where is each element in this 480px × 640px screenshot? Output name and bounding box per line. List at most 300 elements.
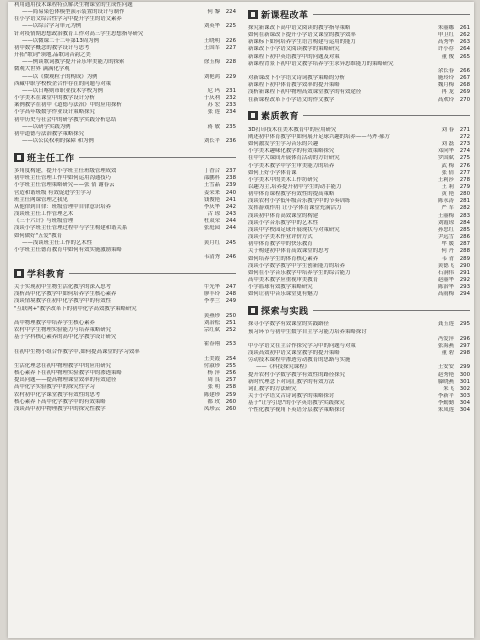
contents-entry [14, 88, 236, 95]
entry-author: 丁香合 [203, 168, 220, 175]
entry-author: 尹远雪 [437, 234, 454, 241]
entry-author: 王国军 [203, 44, 220, 51]
contents-entry [248, 177, 470, 184]
entry-page: 263 [459, 39, 470, 46]
entry-author: 刘 磊 [441, 141, 454, 148]
entry-page: 258 [225, 384, 236, 391]
contents-entry [248, 256, 470, 263]
entry-author: 黄德飞 [437, 262, 454, 269]
entry-title: 预习环节与初中生数学自主学习能力培养策略探讨 [248, 328, 367, 335]
entry-title: 如何让初中音乐课堂更有魅力 [248, 291, 319, 298]
contents-entry [248, 277, 470, 284]
entry-author: 孙忠红 [437, 226, 454, 233]
entry-page: 238 [225, 175, 236, 182]
entry-page: 254 [225, 355, 236, 362]
section-heading [248, 303, 470, 317]
entry-author: 王美霞 [203, 355, 220, 362]
entry-author: 李孝兰 [203, 298, 220, 305]
entry-page: 247 [225, 284, 236, 291]
left-column [14, 2, 236, 413]
contents-entry [14, 102, 236, 109]
entry-author: 赵丽华 [437, 277, 454, 283]
entry-author: 杨 萍 [207, 370, 220, 377]
entry-author: 杜双荣 [203, 218, 220, 225]
entry-title: "互联网+"教学改革下的初中化学高效教学策略研究 [14, 305, 137, 312]
entry-page: 291 [459, 269, 470, 276]
contents-entry [248, 155, 470, 162]
entry-title: 新课程背景下初中语文教学培养学生求异思维能力的策略研究 [248, 60, 394, 67]
entry-page: 297 [459, 342, 470, 349]
entry-title: 在新课程改革下小学语文的作文教学 [248, 96, 335, 103]
contents-entry [248, 205, 470, 212]
entry-page: 275 [459, 155, 470, 162]
entry-author: 申卫红 [437, 32, 454, 39]
entry-author: 陈永涛 [437, 198, 454, 205]
entry-title: 关于小学语文古诗词教学的策略探讨 [248, 393, 335, 400]
entry-author: 董 碧 [441, 350, 454, 357]
entry-page: 294 [459, 291, 470, 298]
entry-page: 237 [225, 168, 236, 175]
entry-title: 对新课改下小学语文诗词教学策略的分析 [248, 75, 346, 82]
contents-entry [14, 168, 236, 175]
section-marker-icon [248, 306, 258, 315]
entry-title: 基于学科核心素养的高中化学教学设计研究 [14, 334, 117, 341]
entry-page: 255 [225, 362, 236, 369]
entry-page: 227 [225, 44, 236, 51]
entry-title: 浅谈高效初中语文课堂教学的提升策略 [248, 350, 340, 357]
entry-title: 初中历史与社会中的研学教学实践分析总结 [14, 116, 117, 123]
contents-entry [14, 406, 236, 413]
contents-entry [248, 54, 470, 61]
entry-page: 290 [459, 262, 470, 269]
contents-entry [248, 39, 470, 46]
entry-author: 霍春翔 [203, 341, 220, 348]
entry-page: 248 [225, 291, 236, 298]
entry-title: 浅析高中化学教学中如何培养学生核心素养 [14, 291, 117, 298]
entry-author: 王安安 [437, 364, 454, 371]
contents-entry [248, 32, 470, 39]
contents-entry [248, 407, 470, 414]
section-title: 新课程改革 [261, 10, 309, 21]
contents-entry [14, 240, 236, 247]
contents-entry [248, 68, 470, 75]
entry-page: 277 [459, 169, 470, 176]
contents-entry [248, 163, 470, 170]
entry-author: 高秀华 [437, 39, 454, 46]
entry-page: 235 [225, 123, 236, 130]
entry-author: 何 黎 [207, 9, 220, 16]
entry-page: 267 [459, 75, 470, 82]
contents-entry [14, 52, 236, 59]
entry-page: 241 [225, 196, 236, 203]
entry-page: 278 [459, 176, 470, 183]
entry-title: 探寻小学数学有效课堂的实践路径 [248, 321, 329, 328]
entry-author: 李新平 [437, 393, 454, 400]
contents-entry [14, 313, 236, 320]
entry-author: 古 琼 [207, 211, 220, 218]
entry-title: 提升农村小学数学教学有效性的路径探究 [248, 371, 346, 378]
entry-author: 张 莲 [207, 109, 220, 116]
contents-entry [248, 61, 470, 68]
entry-title: 初中班主任管理工作中如何运用沟通技巧 [14, 175, 112, 182]
contents-entry [248, 284, 470, 291]
entry-page: 266 [459, 67, 470, 74]
entry-title: 初中体育教学中的快乐教育 [248, 241, 313, 248]
section-rule [303, 115, 470, 116]
contents-entry [248, 379, 470, 386]
entry-author: 韦清秀 [203, 254, 220, 260]
contents-entry [14, 363, 236, 370]
contents-entry [248, 400, 470, 407]
entry-author: 尼 玛 [207, 87, 220, 94]
entry-page: 240 [225, 189, 236, 196]
contents-entry [248, 134, 470, 141]
contents-entry [14, 349, 236, 356]
entry-page: 286 [459, 234, 470, 241]
contents-entry [14, 334, 236, 341]
entry-author: 魏月梅 [437, 82, 454, 89]
contents-entry [14, 197, 236, 204]
section-rule [69, 273, 236, 274]
entry-author: 黄燕珍 [203, 312, 220, 319]
contents-entry [248, 82, 470, 89]
contents-entry [14, 23, 236, 30]
entry-title: 西藏中职学校校企合作存在的问题与对策 [14, 80, 112, 87]
contents-entry [248, 321, 470, 328]
entry-title: 初中道德与法治教学策略探究 [14, 130, 85, 137]
entry-author: 周 良 [207, 377, 220, 384]
entry-author: 廖丰玲 [203, 291, 220, 298]
entry-author: 苏 宏 [207, 102, 220, 109]
entry-author: 何 丹 [441, 248, 454, 255]
entry-title: ——以研学实践为例 [22, 123, 71, 130]
entry-title: 开拓"歌词"领地,品歌词音韵之美 [14, 52, 91, 59]
entry-title: 浅谈高中初中物理教学中的探究性教学 [14, 405, 106, 412]
entry-author: 刘艳鸿 [203, 73, 220, 80]
entry-page: 257 [225, 377, 236, 384]
section-rule [313, 14, 470, 15]
entry-page: 299 [459, 364, 470, 371]
contents-entry [248, 263, 470, 270]
entry-author: 王晓明 [203, 37, 220, 44]
entry-title: 浅谈中学校园足球开展现状与对策研究 [248, 226, 340, 233]
entry-page: 249 [225, 298, 236, 305]
entry-title: 新课程下初中英语教学中的问题及对策 [248, 53, 340, 60]
entry-title: 浅谈小学美术作业评价方式 [248, 234, 313, 241]
section-title: 素质教育 [261, 112, 300, 123]
entry-title: ——例谈歌词教学提升音乐审美能力的探索 [22, 59, 125, 66]
entry-page: 280 [459, 191, 470, 198]
entry-title: 如何激发学生学习音乐的兴趣 [248, 141, 319, 148]
entry-title: 3D打印技术在美术教育中的应用研究 [248, 126, 337, 133]
contents-entry [248, 241, 470, 248]
entry-page: 245 [225, 239, 236, 246]
contents-entry [248, 127, 470, 134]
contents-entry [248, 184, 470, 191]
entry-page: 243 [225, 211, 236, 218]
entry-title: ——以《微观粒子的构成》为例 [22, 73, 98, 80]
entry-author: 邵鹏科 [203, 175, 220, 182]
entry-author: 邓向华 [437, 148, 454, 155]
entry-page: 273 [459, 141, 470, 148]
entry-title: 如何做好"五爱"教育 [14, 232, 63, 239]
entry-page: 234 [225, 109, 236, 116]
contents-entry [248, 350, 470, 357]
entry-title: 浅谈农村小学低年级音乐教学中的节奏训练 [248, 198, 351, 205]
entry-page: 301 [459, 378, 470, 385]
entry-author: 张 倩 [441, 169, 454, 176]
entry-title: 中小学语文在主合作探究学习中的问题与对策 [248, 342, 356, 349]
right-column [248, 2, 470, 415]
contents-entry [14, 284, 236, 291]
entry-page: 259 [225, 391, 236, 398]
entry-page: 232 [225, 95, 236, 102]
contents-entry [14, 81, 236, 88]
contents-entry [14, 38, 236, 45]
entry-author: 赵秀艳 [437, 371, 454, 378]
entry-page: 264 [459, 46, 470, 53]
contents-entry [248, 336, 470, 343]
contents-entry [14, 384, 236, 391]
entry-page: 260 [225, 405, 236, 412]
entry-author: 陈建珍 [203, 391, 220, 398]
section-marker-icon [14, 153, 24, 162]
contents-entry [14, 16, 236, 23]
entry-author: 冯爱萍 [437, 335, 454, 342]
entry-page: 288 [459, 248, 470, 255]
contents-entry [14, 182, 236, 189]
entry-page: 276 [459, 162, 470, 169]
entry-author: 董 俊 [441, 53, 454, 60]
entry-author: 刘冶松 [203, 319, 220, 326]
contents-entry [14, 31, 236, 38]
entry-title: 以趣为主,培养提升初中学生的动手能力 [248, 183, 342, 190]
contents-entry [14, 370, 236, 377]
contents-entry [14, 9, 236, 16]
contents-entry [248, 386, 470, 393]
contents-entry [14, 327, 236, 334]
section-marker-icon [14, 269, 24, 278]
contents-entry [248, 213, 470, 220]
entry-author: 余长春 [437, 67, 454, 74]
entry-title: 小学班主任管理策略研究——张 倩 谢春云 [14, 182, 115, 189]
entry-title: 浅谈初中体育高效课堂的构建 [248, 212, 319, 219]
entry-title: 利用通用技术课程特点解决生物课堂的生成性问题 [14, 2, 133, 8]
entry-author: 罗国斌 [437, 155, 454, 162]
contents-entry [14, 211, 236, 218]
section-rule [313, 310, 470, 311]
entry-title: 如何培养学生的体育核心素养 [248, 255, 319, 262]
section-marker-icon [248, 111, 258, 120]
entry-author: 蒋 敏 [207, 123, 220, 130]
contents-entry [248, 191, 470, 198]
contents-entry [248, 364, 470, 371]
journal-contents-page [8, 2, 474, 638]
contents-entry [14, 399, 236, 406]
entry-title: 农村初中化学课堂教学有效性的思考 [14, 391, 101, 398]
entry-page: 298 [459, 350, 470, 357]
entry-author: 朱飞 [443, 385, 454, 392]
contents-entry [14, 175, 236, 182]
entry-author: 韦 青 [441, 255, 454, 262]
contents-entry [248, 270, 470, 277]
entry-page: 285 [459, 226, 470, 233]
entry-page: 289 [459, 255, 470, 262]
entry-title: 新时代理念下对词汇教学的有效方法 [248, 378, 335, 385]
entry-title: 小学班主任德育教育中如何有效实施激励策略 [14, 246, 122, 253]
entry-title: 营造和谐班级 有效促进学生学习 [14, 189, 92, 196]
entry-title: 浅谈小学班主任管理过程中与学生构建和谐关系 [14, 225, 128, 232]
entry-page: 242 [225, 203, 236, 210]
entry-page: 226 [225, 37, 236, 44]
section-heading [14, 150, 236, 164]
entry-title: 从他律到自律：班级管理中自律意识培养 [14, 203, 112, 210]
entry-title: 如何在小学音乐教学中培养学生的综合能力 [248, 269, 351, 276]
entry-title: 农村中学生物理实验能力与培养策略研究 [14, 327, 112, 334]
contents-entry [248, 372, 470, 379]
contents-entry [14, 218, 236, 225]
contents-entry [248, 291, 470, 298]
entry-title: 《三十六计》与班级管理 [14, 218, 74, 225]
entry-page: 231 [225, 87, 236, 94]
contents-entry [248, 89, 470, 96]
entry-title: ——以公民权利的保障 和为例 [22, 137, 94, 144]
entry-title: 高中化学实验教学中的探究性学习 [14, 384, 95, 391]
entry-author: 陈治华 [437, 284, 454, 291]
entry-author: 于庆利 [203, 95, 220, 102]
contents-entry [14, 138, 236, 145]
entry-title: 浅谈情境教学在初中化学教学中的有效性 [14, 298, 112, 305]
contents-entry [14, 66, 236, 73]
entry-page: 246 [225, 254, 236, 260]
entry-author: 朱凤莲 [437, 407, 454, 414]
entry-title: 初中数学概念的教学设计与思考 [14, 44, 90, 51]
entry-title: 在初中生物小组合作教学中,如何提高课堂的学习效率 [14, 348, 140, 355]
entry-title: 高中美术教学应重视审美教育 [248, 277, 319, 283]
contents-entry [248, 97, 470, 104]
entry-page: 295 [459, 321, 470, 328]
entry-title: 关于实现初中生物生活化教学的深入思考 [14, 284, 112, 291]
contents-entry [248, 198, 470, 205]
contents-entry [14, 377, 236, 384]
contents-entry [248, 343, 470, 350]
entry-title: ——以日喀则市职业技术学校为例 [22, 87, 103, 94]
entry-title: 发挥游戏作用 让小学体育课堂充满活力 [248, 205, 342, 212]
entry-title: 小学美术中的美术工作坊研究 [248, 176, 319, 183]
entry-title: 浅谈小学数学教学中学生创新能力的培养 [248, 262, 346, 269]
contents-entry [248, 234, 470, 241]
entry-author: 黄月红 [203, 239, 220, 246]
entry-page: 244 [225, 218, 236, 225]
entry-title: 新课程下初中体育教学效率的提升策略 [248, 82, 340, 89]
entry-title: 新课标下如何培养学生语言构建与运用的能力 [248, 39, 356, 46]
entry-author: 冉 龙 [441, 89, 454, 96]
contents-entry [14, 356, 236, 363]
contents-entry [14, 320, 236, 327]
entry-page: 283 [459, 212, 470, 219]
section-heading [248, 7, 470, 21]
contents-entry [248, 227, 470, 234]
entry-title: 班主任网课管理之我见 [14, 196, 68, 203]
contents-entry [248, 75, 470, 82]
section-heading [248, 109, 470, 123]
entry-title: 在中学大课间开展体育活动的方针研究 [248, 155, 340, 162]
entry-page: 268 [459, 82, 470, 89]
contents-entry [14, 109, 236, 116]
entry-title: 劳动技术课程中渗透劳动教育的思路与实施 [248, 357, 351, 364]
entry-title: 多角度构建，提升小学班主任班级管理成效 [14, 168, 117, 175]
contents-entry [248, 25, 470, 32]
entry-author: 石洞伟 [437, 269, 454, 276]
contents-entry [14, 190, 236, 197]
entry-title: ——以微课二十二年第13周为例 [22, 37, 99, 44]
section-title: 班主任工作 [27, 153, 75, 164]
entry-page: 281 [459, 198, 470, 205]
entry-title: 小学美术趣味化教学的有效策略探究 [248, 148, 335, 155]
entry-page: 225 [225, 23, 236, 30]
entry-page: 228 [225, 59, 236, 66]
entry-page: 253 [225, 341, 236, 348]
entry-title: 基于"让学引思"的小学英语教学实践探究 [248, 400, 345, 407]
contents-entry [14, 117, 236, 124]
entry-author: 滕晓燕 [437, 378, 454, 385]
entry-page: 304 [459, 400, 470, 407]
entry-title: 关于构建初中体育高效课堂的思考 [248, 248, 329, 255]
entry-page: 239 [225, 182, 236, 189]
entry-title: 浅谈小学音乐教学中的艺术性 [248, 219, 319, 226]
entry-title: 探究新课改下高中语文阅读的教学指导策略 [248, 25, 351, 31]
entry-author: 张 明 [207, 384, 220, 391]
contents-entry [14, 291, 236, 298]
section-rule [79, 157, 236, 158]
entry-page: 224 [225, 9, 236, 16]
entry-title: 案例教学在初中《道德与法治》中的应用探析 [14, 102, 122, 109]
contents-entry [14, 204, 236, 211]
entry-author: 刘英华 [203, 23, 220, 30]
entry-author: 武 梅 [441, 162, 454, 169]
entry-author: 牟 媛 [441, 241, 454, 248]
entry-author: 高雨梅 [437, 291, 454, 298]
entry-page: 300 [459, 371, 470, 378]
entry-author: 刘 春 [441, 126, 454, 133]
contents-entry [14, 247, 236, 254]
entry-author: 龚玉莲 [437, 321, 454, 328]
entry-title: 在小学语文综合性学习中提升学生的语文素养 [14, 16, 122, 23]
contents-entry [248, 148, 470, 155]
entry-page: 269 [459, 89, 470, 96]
entry-page: 236 [225, 137, 236, 144]
contents-entry [14, 95, 236, 102]
entry-author: 高欢玲 [437, 96, 454, 103]
entry-title: 提出问题——提高物理课堂效率的有效途径 [14, 377, 117, 384]
entry-author: 李庆华 [203, 203, 220, 210]
contents-entry [248, 46, 470, 53]
entry-title: 浅谈班主任工作管理艺术 [14, 211, 74, 218]
entry-title: 核心素养下高中化学教学中的有效策略 [14, 398, 106, 405]
entry-title: ——以综合学习单元为例 [22, 23, 82, 30]
entry-page: 261 [459, 25, 470, 31]
entry-title: 高中物理教学中培养学生核心素养 [14, 319, 95, 326]
entry-page: 260 [225, 398, 236, 405]
entry-author: 许小存 [437, 46, 454, 53]
entry-title: 小学美术教学中学生审美能力的培养 [248, 162, 335, 169]
entry-title: ——浅谈班主任工作的艺术性 [22, 239, 93, 246]
entry-page: 282 [459, 205, 470, 212]
entry-author: 姜荣来 [203, 189, 220, 196]
entry-author: 刘霞琼 [437, 219, 454, 226]
entry-title: 微观大世界 满满化学观 [14, 66, 70, 73]
entry-author: 徐玉梅 [203, 59, 220, 66]
